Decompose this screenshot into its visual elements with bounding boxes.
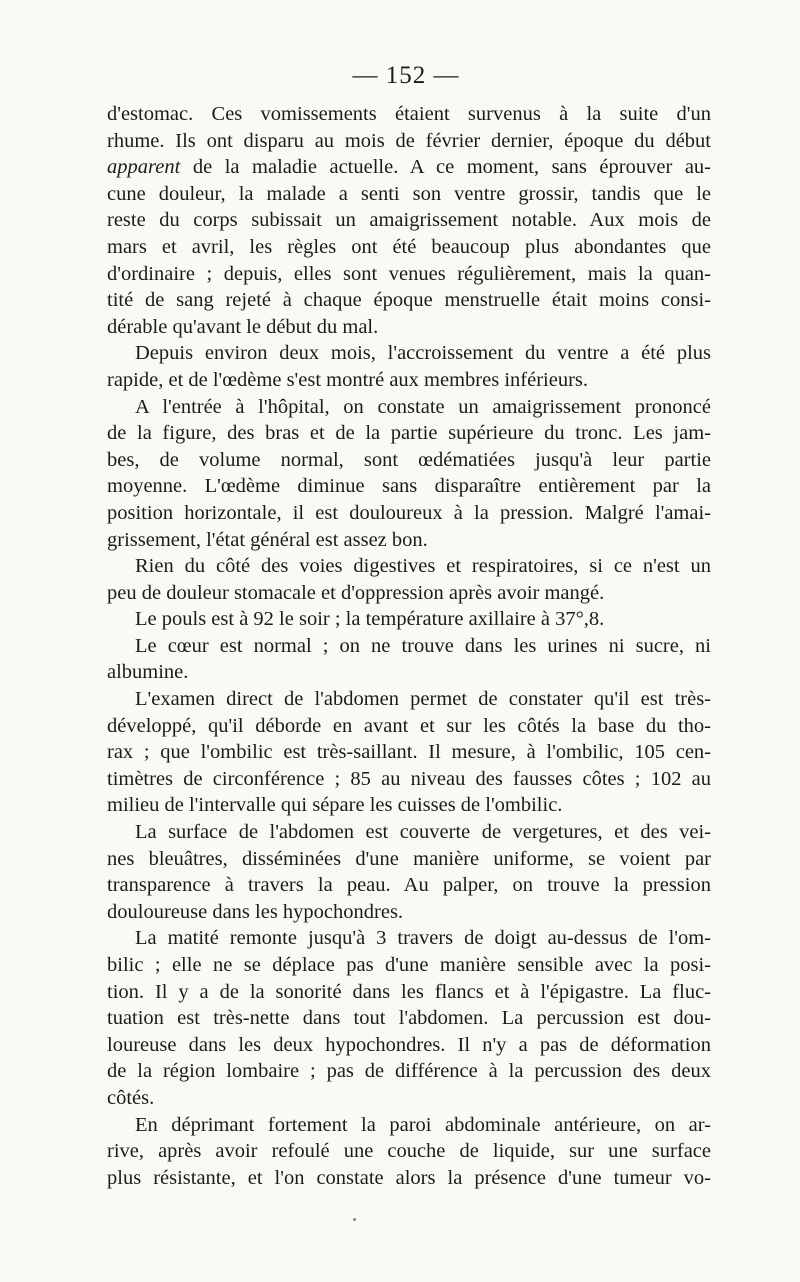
text-line: de la figure, des bras et de la partie supérieure du tronc. Les jam- <box>107 422 711 445</box>
text-segment: de la maladie actuelle. A ce moment, sans éprouver au- <box>180 156 711 179</box>
text-line: Le pouls est à 92 le soir ; la température axillaire à 37°,8. <box>135 608 605 631</box>
text-line: L'examen direct de l'abdomen permet de constater qu'il est très- <box>135 688 711 711</box>
text-line: tité de sang rejeté à chaque époque menstruelle était moins consi- <box>107 289 711 312</box>
text-line: transparence à travers la peau. Au palper, on trouve la pression <box>107 874 711 897</box>
text-line: grissement, l'état général est assez bon. <box>107 528 428 551</box>
text-line: rax ; que l'ombilic est très-saillant. Il mesure, à l'ombilic, 105 cen- <box>107 741 711 764</box>
text-line: peu de douleur stomacale et d'oppression après avoir mangé. <box>107 581 605 604</box>
text-line: loureuse dans les deux hypochondres. Il n'y a pas de déformation <box>107 1033 711 1056</box>
text-line: Le cœur est normal ; on ne trouve dans les urines ni sucre, ni <box>135 634 711 657</box>
text-line: tuation est très-nette dans tout l'abdomen. La percussion est dou- <box>107 1007 711 1030</box>
text-line: rhume. Ils ont disparu au mois de février dernier, époque du début <box>107 129 711 152</box>
text-line: La matité remonte jusqu'à 3 travers de doigt au-dessus de l'om- <box>135 927 711 950</box>
text-line: Rien du côté des voies digestives et respiratoires, si ce n'est un <box>135 555 711 578</box>
text-line: côtés. <box>107 1086 155 1109</box>
text-line: tion. Il y a de la sonorité dans les flancs et à l'épigastre. La fluc- <box>107 980 711 1003</box>
text-line: milieu de l'intervalle qui sépare les cuisses de l'ombilic. <box>107 794 563 817</box>
text-line: albumine. <box>107 661 189 684</box>
text-line: bes, de volume normal, sont œdématiées jusqu'à leur partie <box>107 448 711 471</box>
body-text <box>107 101 711 1191</box>
text-line: reste du corps subissait un amaigrissement notable. Aux mois de <box>107 209 711 232</box>
text-line: développé, qu'il déborde en avant et sur les côtés la base du tho- <box>107 714 711 737</box>
text-line: d'estomac. Ces vomissements étaient survenus à la suite d'un <box>107 103 711 125</box>
text-line: de la région lombaire ; pas de différence à la percussion des deux <box>107 1060 711 1083</box>
text-line: plus résistante, et l'on constate alors la présence d'une tumeur vo- <box>107 1166 711 1189</box>
italic-word: apparent <box>107 156 181 179</box>
paper-speck <box>353 1218 356 1221</box>
text-line: mars et avril, les règles ont été beaucoup plus abondantes que <box>107 235 711 258</box>
text-line: dérable qu'avant le début du mal. <box>107 315 379 338</box>
text-line: A l'entrée à l'hôpital, on constate un amaigrissement prononcé <box>135 395 711 418</box>
text-line: rive, après avoir refoulé une couche de liquide, sur une surface <box>107 1140 711 1163</box>
text-line: moyenne. L'œdème diminue sans disparaître entièrement par la <box>107 475 711 498</box>
text-line: En déprimant fortement la paroi abdominale antérieure, on ar- <box>135 1113 711 1136</box>
text-line: bilic ; elle ne se déplace pas d'une manière sensible avec la posi- <box>107 954 711 976</box>
text-line <box>107 154 711 181</box>
text-line: timètres de circonférence ; 85 au niveau des fausses côtes ; 102 au <box>107 767 711 790</box>
text-line: position horizontale, il est douloureux à la pression. Malgré l'amai- <box>107 501 711 524</box>
page-number: — 152 — <box>352 62 460 89</box>
text-line: Depuis environ deux mois, l'accroissement du ventre a été plus <box>135 342 711 365</box>
text-line: nes bleuâtres, disséminées d'une manière uniforme, se voient par <box>107 847 711 870</box>
text-line: rapide, et de l'œdème s'est montré aux membres inférieurs. <box>107 368 588 391</box>
text-line: d'ordinaire ; depuis, elles sont venues régulièrement, mais la quan- <box>107 262 711 285</box>
text-line: cune douleur, la malade a senti son ventre grossir, tandis que le <box>107 182 711 205</box>
text-line: La surface de l'abdomen est couverte de vergetures, et des vei- <box>135 821 711 844</box>
text-line: douloureuse dans les hypochondres. <box>107 900 404 923</box>
